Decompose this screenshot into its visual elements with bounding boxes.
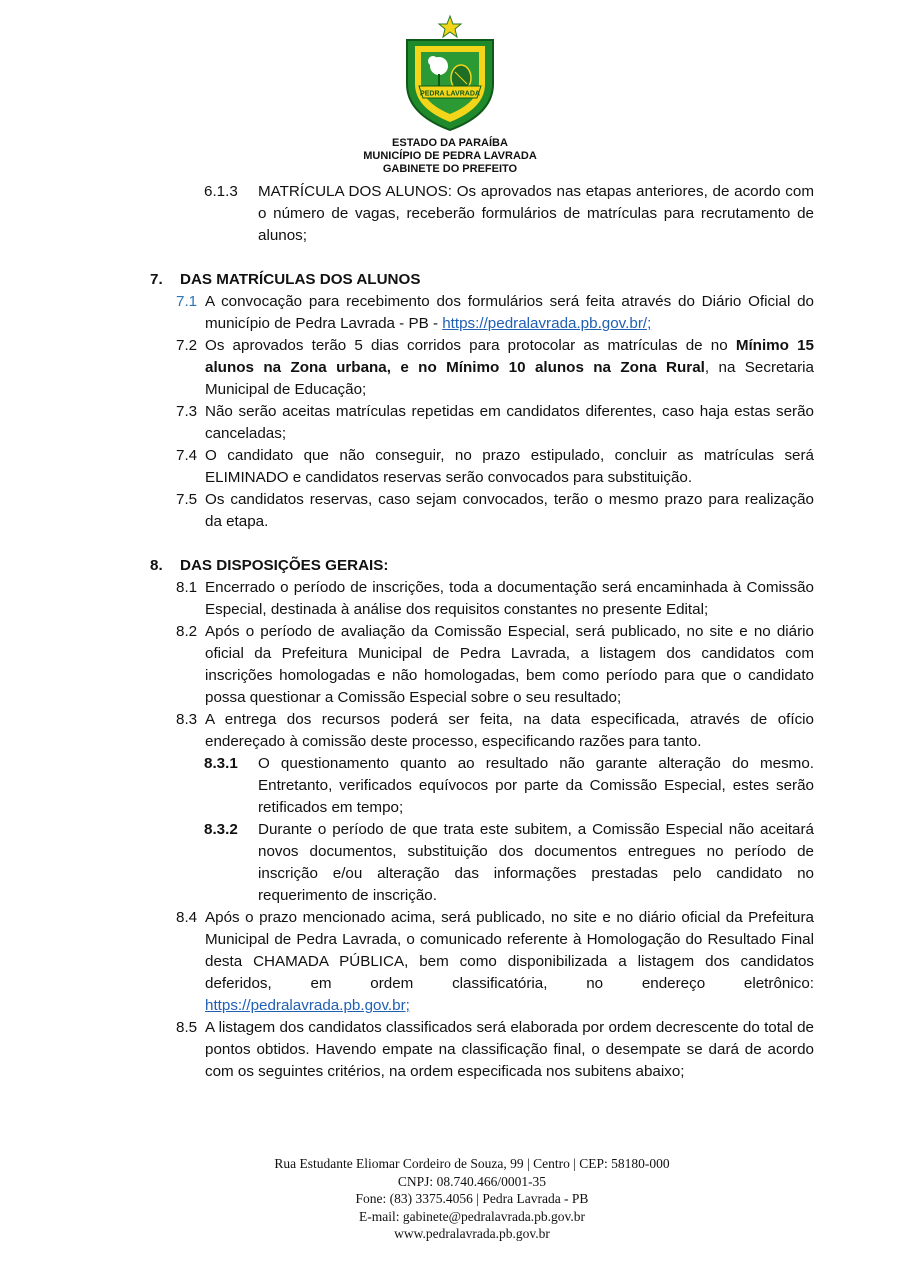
section-number: 8. <box>150 557 163 574</box>
item-text: Após o prazo mencionado acima, será publicado, no site e no diário oficial da Prefeitura Municipal de Pedra Lavrada, o comunicado referente à Homologação do Resultado Final desta CHAMADA PÚBLICA, bem como disponibilizada a listagem dos candidatos deferidos, em ordem classificatória, no endereço eletrônico: <box>205 909 814 992</box>
footer-website: www.pedralavrada.pb.gov.br <box>394 1226 550 1241</box>
item-text: A entrega dos recursos poderá ser feita, na data especificada, através de ofício endereçado à comissão deste processo, especificando razões para tanto. <box>205 711 814 750</box>
item-number: 7.5 <box>176 491 198 508</box>
item-text: MATRÍCULA DOS ALUNOS: Os aprovados nas etapas anteriores, de acordo com o número de vagas, receberão formulários de matrículas para recrutamento de alunos; <box>258 183 814 244</box>
item-8-5 <box>150 1017 814 1083</box>
item-text: Após o período de avaliação da Comissão Especial, será publicado, no site e no diário oficial da Prefeitura Municipal de Pedra Lavrada, a listagem dos candidatos com inscrições homologadas e não homologadas, bem como período para que o candidato possa questionar a Comissão Especial sobre o seu resultado; <box>205 623 814 706</box>
section-7-heading <box>150 269 814 291</box>
section-number: 7. <box>150 271 163 288</box>
item-7-1 <box>150 291 814 335</box>
portal-link[interactable]: https://pedralavrada.pb.gov.br/; <box>442 315 652 332</box>
footer-phone: Fone: (83) 3375.4056 | Pedra Lavrada - PB <box>355 1191 589 1206</box>
item-number: 8.3.2 <box>204 821 238 838</box>
item-number: 8.3.1 <box>204 755 238 772</box>
item-number: 8.2 <box>176 623 198 640</box>
item-7-3 <box>150 401 814 445</box>
letterhead <box>0 14 900 134</box>
letterhead-text <box>0 137 900 176</box>
item-text-container <box>205 335 814 401</box>
document-body <box>150 181 814 1083</box>
municipal-crest-logo <box>395 14 505 134</box>
item-number: 7.3 <box>176 403 198 420</box>
item-7-4 <box>150 445 814 489</box>
item-number: 8.3 <box>176 711 198 728</box>
section-title: DAS MATRÍCULAS DOS ALUNOS <box>180 271 421 288</box>
item-7-2 <box>150 335 814 401</box>
item-text-container <box>205 291 814 335</box>
item-text-bold: Mínimo 15 alunos na Zona urbana, e no Mínimo 10 alunos na Zona Rural <box>205 337 814 376</box>
footer-email: E-mail: gabinete@pedralavrada.pb.gov.br <box>359 1208 585 1224</box>
item-8-3 <box>150 709 814 753</box>
item-text-container <box>205 907 814 1017</box>
item-text: Durante o período de que trata este subitem, a Comissão Especial não aceitará novos documentos, substituição dos documentos entregues no período de inscrição e/ou alteração das informações prestadas pelo candidato no requerimento de inscrição. <box>258 821 814 904</box>
item-text: A listagem dos candidatos classificados será elaborada por ordem decrescente do total de pontos obtidos. Havendo empate na classificação final, o desempate se dará de acordo com os seguintes critérios, na ordem especificada nos subitens abaixo; <box>205 1019 814 1080</box>
state-name: ESTADO DA PARAÍBA <box>392 137 508 149</box>
item-number: 8.5 <box>176 1019 198 1036</box>
item-text: A convocação para recebimento dos formulários será feita através do Diário Oficial do município de Pedra Lavrada - PB - <box>205 293 814 332</box>
item-number: 7.1 <box>176 293 198 310</box>
section-title: DAS DISPOSIÇÕES GERAIS: <box>180 557 389 574</box>
item-number: 7.2 <box>176 337 198 354</box>
crest-banner-text: PEDRA LAVRADA <box>420 90 480 98</box>
item-8-4 <box>150 907 814 1017</box>
item-number: 8.1 <box>176 579 198 596</box>
item-number: 8.4 <box>176 909 198 926</box>
item-number: 7.4 <box>176 447 198 464</box>
item-text: O questionamento quanto ao resultado não garante alteração do mesmo. Entretanto, verificados equívocos por parte da Comissão Especial, estes serão retificados em tempo; <box>258 755 814 816</box>
item-number: 6.1.3 <box>204 183 238 200</box>
item-text: Não serão aceitas matrículas repetidas em candidatos diferentes, caso haja estas serão canceladas; <box>205 403 814 442</box>
item-text-end: , na Secretaria Municipal de Educação; <box>205 359 814 398</box>
footer-cnpj: CNPJ: 08.740.466/0001-35 <box>397 1173 547 1189</box>
page-footer <box>0 1155 900 1243</box>
item-7-5 <box>150 489 814 533</box>
item-text: Os candidatos reservas, caso sejam convocados, terão o mesmo prazo para realização da etapa. <box>205 491 814 530</box>
office-name: GABINETE DO PREFEITO <box>382 163 518 175</box>
footer-address: Rua Estudante Eliomar Cordeiro de Souza, 99 | Centro | CEP: 58180-000 <box>274 1156 670 1171</box>
item-8-3-1 <box>150 753 814 819</box>
section-8-heading <box>150 555 814 577</box>
item-6-1-3 <box>150 181 814 247</box>
item-8-2 <box>150 621 814 709</box>
portal-link[interactable]: https://pedralavrada.pb.gov.br; <box>205 997 410 1014</box>
item-text: Encerrado o período de inscrições, toda a documentação será encaminhada à Comissão Especial, destinada à análise dos requisitos constantes no presente Edital; <box>205 579 814 618</box>
item-text-start: Os aprovados terão 5 dias corridos para protocolar as matrículas de no <box>205 337 736 354</box>
item-8-1 <box>150 577 814 621</box>
municipality-name: MUNICÍPIO DE PEDRA LAVRADA <box>363 150 537 162</box>
item-text: O candidato que não conseguir, no prazo estipulado, concluir as matrículas será ELIMINADO e candidatos reservas serão convocados para substituição. <box>205 447 814 486</box>
item-8-3-2 <box>150 819 814 907</box>
